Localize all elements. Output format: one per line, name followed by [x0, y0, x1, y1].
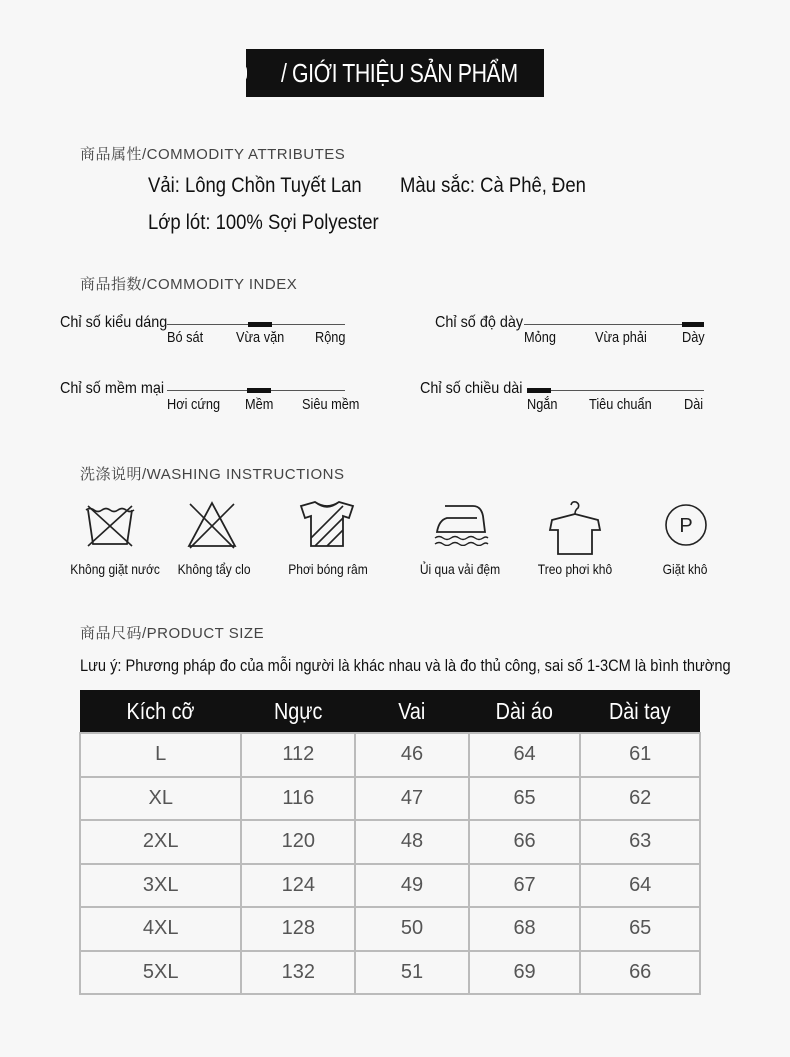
- table-cell: 64: [580, 864, 700, 908]
- index-tick: Mỏng: [524, 330, 556, 346]
- index-marker: [527, 388, 551, 393]
- table-cell: 61: [580, 733, 700, 777]
- table-cell: 50: [355, 907, 469, 951]
- index-tick: Ngắn: [527, 397, 558, 413]
- measurement-note: Lưu ý: Phương pháp đo của mỗi người là khác nhau và là đo thủ công, sai số 1-3CM là bình thường: [80, 656, 731, 675]
- table-cell: 49: [355, 864, 469, 908]
- table-cell: 132: [241, 951, 355, 995]
- table-cell: L: [80, 733, 241, 777]
- no-bleach-icon: [186, 500, 238, 550]
- index-tick: Tiêu chuẩn: [589, 397, 652, 413]
- wash-label: Ủi qua vải đệm: [419, 561, 501, 577]
- iron-icon: [433, 502, 489, 546]
- index-scale-line: [524, 324, 704, 325]
- index-label: Chỉ số chiều dài: [420, 380, 523, 397]
- index-marker: [682, 322, 704, 327]
- index-tick: Mềm: [245, 397, 274, 413]
- table-header: Kích cỡ: [80, 690, 241, 733]
- table-cell: 63: [580, 820, 700, 864]
- table-cell: 116: [241, 777, 355, 821]
- table-header: Vai: [355, 690, 469, 733]
- index-scale-line: [527, 390, 704, 391]
- size-table: [79, 690, 701, 995]
- wash-label: Giặt khô: [662, 561, 708, 577]
- bullet-icon: [246, 67, 247, 79]
- index-tick: Bó sát: [167, 330, 204, 346]
- section-title-index: 商品指数/COMMODITY INDEX: [80, 276, 298, 293]
- table-cell: 4XL: [80, 907, 241, 951]
- index-tick: Dài: [684, 397, 704, 413]
- index-marker: [248, 322, 272, 327]
- hang-dry-icon: [546, 500, 604, 556]
- page-title-banner: [246, 49, 544, 97]
- index-tick: Siêu mềm: [302, 397, 360, 413]
- dry-clean-icon: [664, 503, 708, 547]
- table-cell: 112: [241, 733, 355, 777]
- index-tick: Rộng: [315, 330, 346, 346]
- table-cell: 68: [469, 907, 581, 951]
- table-cell: 120: [241, 820, 355, 864]
- index-tick: Dày: [682, 330, 705, 346]
- table-row: [80, 777, 700, 821]
- table-row: [80, 820, 700, 864]
- section-title-attributes: 商品属性/COMMODITY ATTRIBUTES: [80, 146, 346, 163]
- table-cell: 66: [469, 820, 581, 864]
- color-attribute: Màu sắc: Cà Phê, Đen: [400, 174, 586, 197]
- index-label: Chỉ số độ dày: [435, 314, 524, 331]
- wash-label: Không giặt nước: [70, 561, 160, 577]
- table-row: [80, 951, 700, 995]
- index-label: Chỉ số mềm mại: [60, 380, 165, 397]
- wash-label: Không tẩy clo: [177, 561, 251, 577]
- table-cell: 66: [580, 951, 700, 995]
- shade-dry-icon: [299, 500, 355, 548]
- table-row: [80, 733, 700, 777]
- wash-label: Phơi bóng râm: [288, 561, 368, 577]
- lining-attribute: Lớp lót: 100% Sợi Polyester: [148, 211, 379, 234]
- table-cell: 65: [580, 907, 700, 951]
- table-cell: 5XL: [80, 951, 241, 995]
- table-cell: 128: [241, 907, 355, 951]
- table-cell: 47: [355, 777, 469, 821]
- dry-clean-symbol: P: [679, 515, 693, 537]
- table-cell: 62: [580, 777, 700, 821]
- table-cell: 2XL: [80, 820, 241, 864]
- table-header: Ngực: [241, 690, 355, 733]
- table-cell: 46: [355, 733, 469, 777]
- table-cell: 3XL: [80, 864, 241, 908]
- fabric-attribute: Vải: Lông Chồn Tuyết Lan: [148, 174, 362, 197]
- index-marker: [247, 388, 271, 393]
- no-wash-icon: [84, 502, 136, 548]
- table-header-row: [80, 690, 700, 733]
- section-title-washing: 洗涤说明/WASHING INSTRUCTIONS: [80, 466, 345, 483]
- table-cell: 65: [469, 777, 581, 821]
- table-header: Dài áo: [469, 690, 581, 733]
- index-tick: Hơi cứng: [167, 397, 221, 413]
- table-cell: 69: [469, 951, 581, 995]
- index-tick: Vừa vặn: [236, 330, 285, 346]
- index-tick: Vừa phải: [595, 330, 647, 346]
- page-title: / GIỚI THIỆU SẢN PHẨM: [281, 57, 519, 88]
- table-cell: 64: [469, 733, 581, 777]
- table-row: [80, 907, 700, 951]
- table-cell: 51: [355, 951, 469, 995]
- table-row: [80, 864, 700, 908]
- table-cell: 124: [241, 864, 355, 908]
- table-header: Dài tay: [580, 690, 700, 733]
- table-cell: 48: [355, 820, 469, 864]
- index-label: Chỉ số kiểu dáng: [60, 314, 168, 331]
- section-title-size: 商品尺码/PRODUCT SIZE: [80, 625, 265, 642]
- table-cell: XL: [80, 777, 241, 821]
- table-cell: 67: [469, 864, 581, 908]
- wash-label: Treo phơi khô: [537, 561, 613, 577]
